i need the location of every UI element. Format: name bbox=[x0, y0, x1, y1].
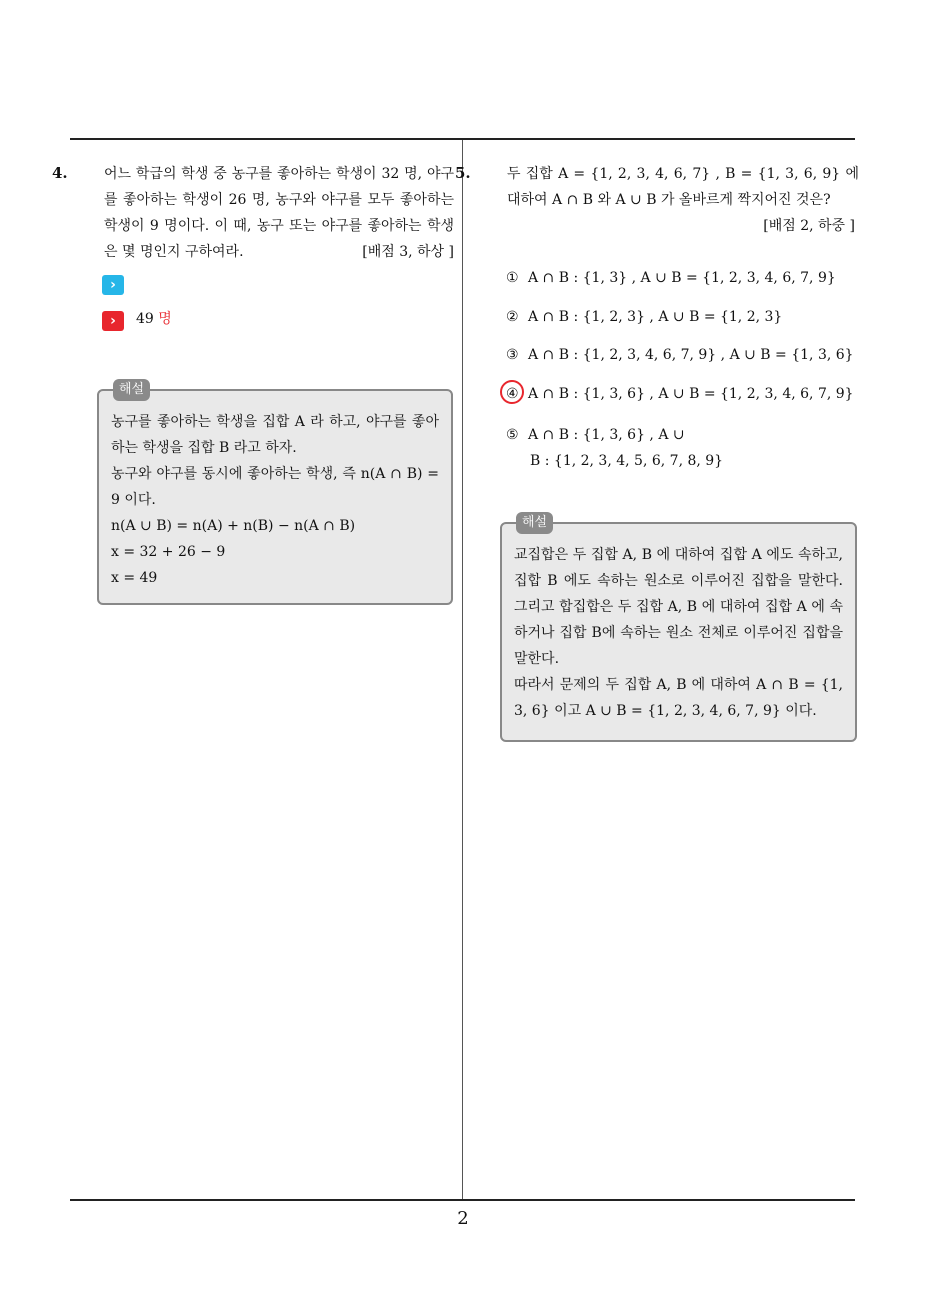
question-5-text bbox=[455, 160, 859, 213]
question-4-body: 어느 학급의 학생 중 농구를 좋아하는 학생이 32 명, 야구를 좋아하는 학생이 26 명, 농구와 야구를 모두 좋아하는 학생이 9 명이다. 이 때, 농구 또는 야구를 좋아하는 학생은 몇 명인지 구하여라. bbox=[104, 166, 454, 260]
answer-indicator-icon bbox=[102, 311, 124, 331]
question-4 bbox=[52, 160, 454, 265]
option-1[interactable] bbox=[506, 265, 854, 291]
solution-line: n(A ∪ B) = n(A) + n(B) − n(A ∩ B) bbox=[111, 518, 356, 534]
option-2[interactable] bbox=[506, 304, 854, 330]
question-5-solution-box bbox=[500, 515, 857, 742]
option-mark: ③ bbox=[506, 347, 519, 363]
solution-line: x = 32 + 26 − 9 bbox=[111, 544, 226, 560]
bottom-rule bbox=[70, 1199, 855, 1201]
solution-tag: 해설 bbox=[113, 379, 150, 401]
question-4-answer bbox=[136, 309, 172, 329]
solution-line: 따라서 문제의 두 집합 A, B 에 대하여 A ∩ B = {1, 3, 6} 이고 A ∪ B = {1, 2, 3, 4, 6, 7, 9} 이다. bbox=[514, 677, 843, 719]
option-text: A ∩ B : {1, 2, 3} , A ∪ B = {1, 2, 3} bbox=[528, 309, 783, 325]
solution-line: 교집합은 두 집합 A, B 에 대하여 집합 A 에도 속하고, 집합 B 에도 속하는 원소로 이루어진 집합을 말한다. 그리고 합집합은 두 집합 A, B 에 대하여 집합 A 에 속하거나 집합 B에 속하는 원소 전체로 이루어진 집합을 말한다. bbox=[514, 547, 843, 667]
option-3[interactable] bbox=[506, 342, 854, 368]
option-mark: ① bbox=[506, 270, 519, 286]
option-5[interactable] bbox=[506, 422, 854, 474]
question-5-score: [배점 2, 하중 ] bbox=[763, 218, 855, 234]
question-4-text bbox=[52, 160, 454, 265]
answer-unit: 명 bbox=[158, 311, 172, 327]
solution-line: x = 49 bbox=[111, 570, 158, 586]
question-4-solution-box bbox=[97, 382, 453, 605]
question-5-body: 두 집합 A = {1, 2, 3, 4, 6, 7} , B = {1, 3, 6, 9} 에 대하여 A ∩ B 와 A ∪ B 가 올바르게 짝지어진 것은? bbox=[507, 166, 859, 208]
chevron-right-icon: › bbox=[110, 277, 116, 293]
page-number: 2 bbox=[457, 1208, 469, 1229]
question-5-number: 5. bbox=[455, 164, 471, 182]
option-text: A ∩ B : {1, 3, 6} , A ∪ B = {1, 2, 3, 4, 6, 7, 9} bbox=[528, 386, 854, 402]
option-4[interactable] bbox=[506, 381, 854, 407]
answer-value: 49 bbox=[136, 311, 154, 327]
option-mark: ④ bbox=[506, 386, 519, 402]
option-mark: ⑤ bbox=[506, 427, 519, 443]
solution-tag: 해설 bbox=[516, 512, 553, 534]
option-text: A ∩ B : {1, 3, 6} , A ∪ bbox=[528, 427, 685, 443]
question-4-number: 4. bbox=[52, 164, 68, 182]
solution-line: 농구를 좋아하는 학생을 집합 A 라 하고, 야구를 좋아하는 학생을 집합 B 라고 하자. bbox=[111, 414, 439, 456]
question-5 bbox=[455, 160, 859, 239]
option-text: A ∩ B : {1, 3} , A ∪ B = {1, 2, 3, 4, 6, 7, 9} bbox=[528, 270, 836, 286]
solution-line: 농구와 야구를 동시에 좋아하는 학생, 즉 n(A ∩ B) = 9 이다. bbox=[111, 466, 439, 508]
option-mark: ② bbox=[506, 309, 519, 325]
show-answer-button[interactable] bbox=[102, 275, 124, 295]
option-text: B : {1, 2, 3, 4, 5, 6, 7, 8, 9} bbox=[530, 453, 724, 469]
question-4-score: [배점 3, 하상 ] bbox=[362, 244, 454, 260]
chevron-right-icon: › bbox=[110, 313, 116, 329]
option-text: A ∩ B : {1, 2, 3, 4, 6, 7, 9} , A ∪ B = {1, 3, 6} bbox=[528, 347, 854, 363]
column-divider bbox=[462, 140, 463, 1199]
